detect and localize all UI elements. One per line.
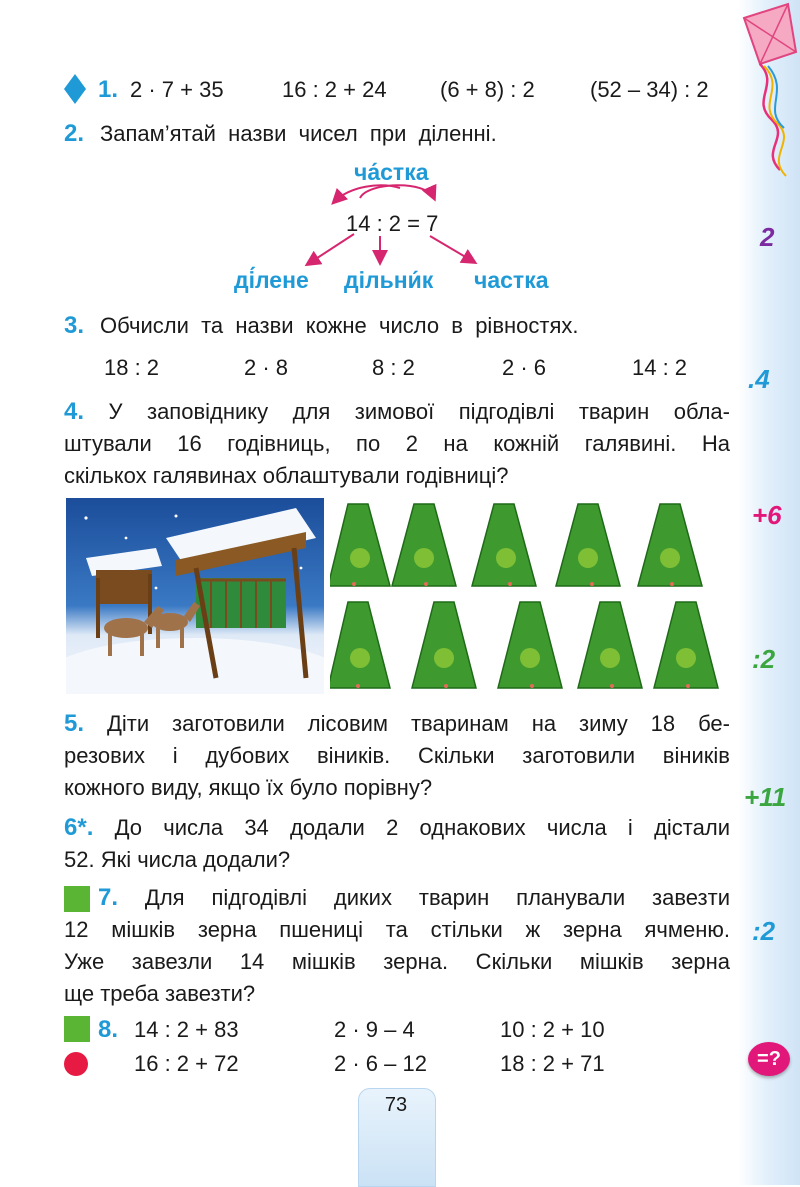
task1-number: 1. xyxy=(98,76,119,103)
task5-line-2: резових і дубових віників. Скільки заготовили віників xyxy=(64,743,730,768)
task2-arrows xyxy=(230,180,550,280)
task2-equation: 14 : 2 = 7 xyxy=(346,211,439,236)
sidebar-label-5: +11 xyxy=(744,782,787,812)
task2-label-dividend: ді́лене xyxy=(234,267,309,293)
sidebar-label-6: :2 xyxy=(752,916,776,946)
brooms-illustration xyxy=(330,498,728,694)
task4-line-1: У заповіднику для зимової підгодівлі тварин обла- xyxy=(108,399,730,424)
task4-line-2: штували 16 годівниць, по 2 на кожній галявині. На xyxy=(64,431,730,456)
task3-expr-2: 2 · 8 xyxy=(244,355,289,380)
task5-line-3: кожного виду, якщо їх було порівну? xyxy=(64,775,433,800)
sidebar-label-2: .4 xyxy=(748,364,770,394)
task3-expr-3: 8 : 2 xyxy=(372,355,415,380)
task6-line-1: До числа 34 додали 2 однакових числа і дістали xyxy=(114,815,730,840)
task8-expr-5: 2 · 6 – 12 xyxy=(334,1051,427,1076)
page-number: 73 xyxy=(384,1094,408,1116)
red-circle-icon xyxy=(64,1052,88,1076)
task8-expr-6: 18 : 2 + 71 xyxy=(500,1051,605,1076)
task1-expr-4: (52 – 34) : 2 xyxy=(590,77,709,102)
task3-expr-5: 14 : 2 xyxy=(632,355,688,380)
task7-line-3: Уже завезли 14 мішків зерна. Скільки мішків зерна xyxy=(64,949,730,974)
task5-line-1: Діти заготовили лісовим тваринам на зиму 18 бе- xyxy=(106,711,730,736)
task7-line-4: ще треба завезти? xyxy=(64,981,256,1006)
task3-expr-4: 2 · 6 xyxy=(502,355,547,380)
task7-paragraph-cont xyxy=(64,914,730,1010)
task4-paragraph xyxy=(64,396,730,492)
winter-feeder-illustration xyxy=(66,498,324,694)
task2-top-label: ча́стка xyxy=(354,159,429,185)
task2-label-quotient: частка xyxy=(474,267,549,293)
task7-paragraph xyxy=(98,882,730,914)
green-square-icon-2 xyxy=(64,1016,90,1042)
task7-line-2: 12 мішків зерна пшениці та стільки ж зерна ячменю. xyxy=(64,917,730,942)
task4-number: 4. xyxy=(64,398,85,425)
task4-line-3: скількох галявинах облаштували годівниці? xyxy=(64,463,509,488)
sidebar-label-1: 2 xyxy=(760,222,775,252)
kite-icon xyxy=(700,0,800,190)
task1-expr-3: (6 + 8) : 2 xyxy=(440,77,535,102)
task3-expr-1: 18 : 2 xyxy=(104,355,160,380)
task8-number: 8. xyxy=(98,1016,119,1043)
task7-line-1: Для підгодівлі диких тварин планували завезти xyxy=(144,885,730,910)
sidebar-label-4: :2 xyxy=(752,644,776,674)
task2-number: 2. xyxy=(64,120,85,147)
task1-expr-1: 2 · 7 + 35 xyxy=(130,77,224,102)
task5-number: 5. xyxy=(64,710,85,737)
task1-expr-2: 16 : 2 + 24 xyxy=(282,77,387,102)
task8-expr-4: 16 : 2 + 72 xyxy=(134,1051,239,1076)
task2-label-divisor: дільни́к xyxy=(344,267,434,293)
task3-number: 3. xyxy=(64,312,85,339)
green-square-icon xyxy=(64,886,90,912)
task3-text: Обчисли та назви кожне число в рівностях. xyxy=(100,313,579,338)
task6-number: 6*. xyxy=(64,814,94,841)
task8-expr-1: 14 : 2 + 83 xyxy=(134,1017,239,1042)
diamond-icon xyxy=(64,74,86,104)
task7-number: 7. xyxy=(98,884,119,911)
task8-expr-2: 2 · 9 – 4 xyxy=(334,1017,415,1042)
task8-expr-3: 10 : 2 + 10 xyxy=(500,1017,605,1042)
task6-paragraph xyxy=(64,812,730,876)
task6-line-2: 52. Які числа додали? xyxy=(64,847,291,872)
help-button[interactable]: =? xyxy=(748,1042,790,1076)
task2-text: Запам’ятай назви чисел при діленні. xyxy=(100,121,497,146)
task5-paragraph xyxy=(64,708,730,804)
sidebar-label-3: +6 xyxy=(752,500,782,530)
